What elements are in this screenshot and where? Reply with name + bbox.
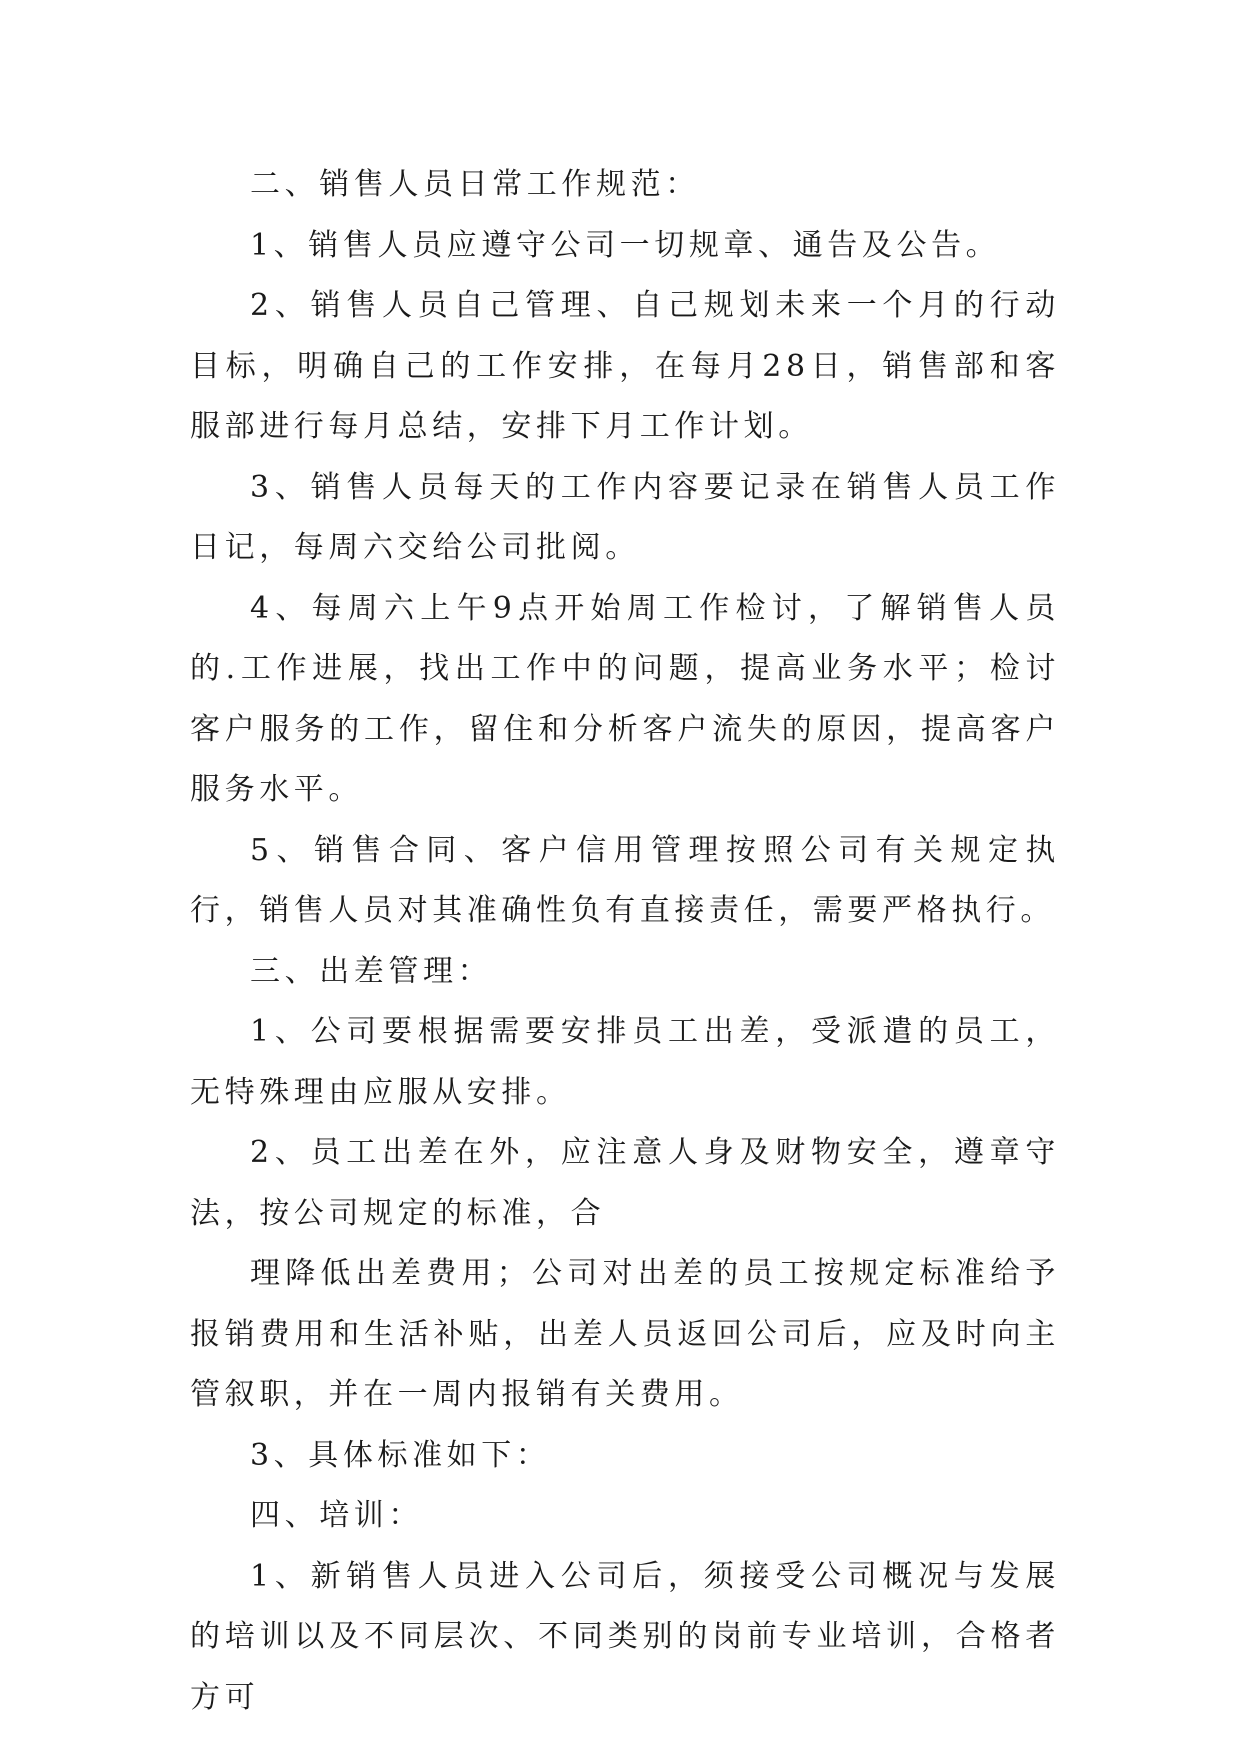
paragraph-item: 理降低出差费用；公司对出差的员工按规定标准给予报销费用和生活补贴，出差人员返回公司后，应及时向主管叙职，并在一周内报销有关费用。: [190, 1256, 1060, 1412]
paragraph-item: 2、员工出差在外，应注意人身及财物安全，遵章守法，按公司规定的标准，合: [190, 1135, 1060, 1231]
paragraph-item: 3、销售人员每天的工作内容要记录在销售人员工作日记，每周六交给公司批阅。: [190, 469, 1060, 565]
paragraph-item: 5、销售合同、客户信用管理按照公司有关规定执行，销售人员对其准确性负有直接责任，需要严格执行。: [190, 832, 1060, 928]
section-heading-daily-rules: 二、销售人员日常工作规范：: [250, 167, 700, 202]
section-heading-travel: 三、出差管理：: [250, 953, 493, 989]
paragraph-item: 1、销售人员应遵守公司一切规章、通告及公告。: [250, 227, 1001, 263]
paragraph-item: 1、公司要根据需要安排员工出差，受派遣的员工，无特殊理由应服从安排。: [190, 1014, 1060, 1110]
section-heading-training: 四、培训：: [250, 1498, 423, 1533]
paragraph-item: 2、销售人员自己管理、自己规划未来一个月的行动目标，明确自己的工作安排，在每月28日，销售部和客服部进行每月总结，安排下月工作计划。: [190, 288, 1060, 444]
paragraph-item: 4、每周六上午9点开始周工作检讨，了解销售人员的.工作进展，找出工作中的问题，提高业务水平；检讨客户服务的工作，留住和分析客户流失的原因，提高客户服务水平。: [190, 590, 1060, 807]
paragraph-item: 1、新销售人员进入公司后，须接受公司概况与发展的培训以及不同层次、不同类别的岗前专业培训，合格者方可: [190, 1558, 1060, 1715]
paragraph-item: 3、具体标准如下：: [250, 1437, 551, 1473]
document-body: [190, 155, 1060, 1728]
